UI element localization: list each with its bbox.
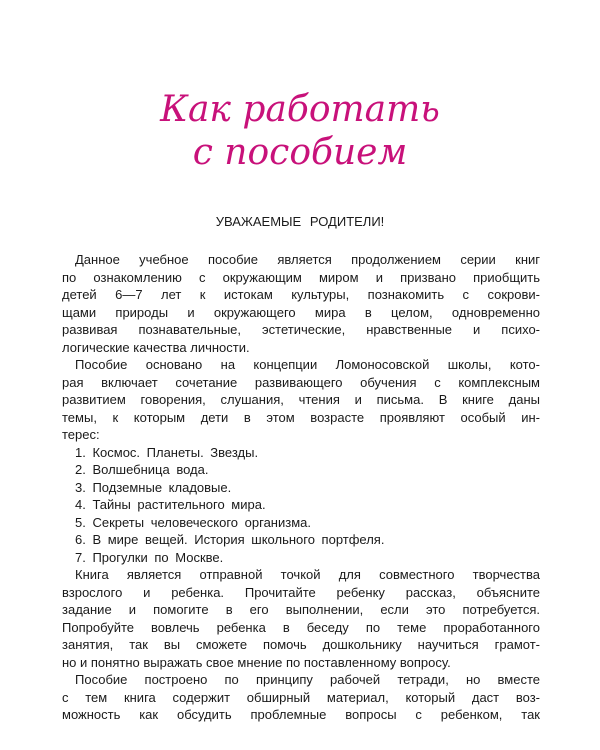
page-title-line-1: Как работать (160, 89, 440, 130)
page-title-line-2: с пособием (192, 132, 408, 173)
topic-list-item: 7. Прогулки по Москве. (75, 549, 224, 565)
paragraph-1-line: по ознакомлению с окружающим миром и призвано приобщить (62, 269, 540, 285)
paragraph-3-line: но и понятно выражать свое мнение по поставленному вопросу. (62, 654, 451, 670)
topic-list-item: 4. Тайны растительного мира. (75, 497, 266, 512)
body-text (62, 251, 540, 724)
paragraph-3-line: занятия, так вы сможете помочь дошкольнику научиться грамот- (62, 637, 540, 652)
paragraph-3-line: задание и помогите в его выполнении, если это потребуется. (62, 602, 540, 617)
greeting-heading: УВАЖАЕМЫЕ РОДИТЕЛИ! (215, 214, 385, 229)
paragraph-4-line: с тем книга содержит обширный материал, который даст воз- (62, 689, 540, 705)
topic-list-item: 1. Космос. Планеты. Звезды. (75, 444, 259, 460)
paragraph-4-line: можность как обсудить проблемные вопросы с ребенком, так (62, 707, 540, 722)
paragraph-4-line: Пособие построено по принципу рабочей тетради, но вместе (75, 672, 540, 687)
paragraph-1-line: щами природы и окружающего мира в целом, одновременно (62, 304, 540, 320)
paragraph-3-line: Попробуйте вовлечь ребенка в беседу по теме проработанного (62, 619, 540, 635)
paragraph-3-line: взрослого и ребенка. Прочитайте ребенку рассказ, объясните (62, 584, 540, 600)
topic-list-item: 2. Волшебница вода. (75, 462, 209, 477)
paragraph-2-line: терес: (62, 427, 100, 442)
paragraph-1-line: развивая познавательные, эстетические, нравственные и психо- (62, 322, 540, 337)
paragraph-2-line: Пособие основано на концепции Ломоносовской школы, кото- (75, 357, 540, 372)
paragraph-1-line: детей 6—7 лет к истокам культуры, познакомить с сокрови- (62, 287, 540, 302)
paragraph-2-line: развитием говорения, слушания, чтения и письма. В книге даны (62, 392, 540, 407)
topic-list-item: 6. В мире вещей. История школьного портфеля. (75, 532, 385, 547)
paragraph-1-line: логические качества личности. (62, 339, 250, 355)
topic-list-item: 5. Секреты человеческого организма. (75, 514, 311, 530)
topic-list-item: 3. Подземные кладовые. (75, 479, 232, 495)
paragraph-2-line: рая включает сочетание развивающего обучения с комплексным (62, 374, 540, 390)
paragraph-3-line: Книга является отправной точкой для совместного творчества (75, 567, 540, 582)
paragraph-1-line: Данное учебное пособие является продолжением серии книг (75, 252, 540, 267)
paragraph-2-line: темы, к которым дети в этом возрасте проявляют особый ин- (62, 409, 540, 425)
